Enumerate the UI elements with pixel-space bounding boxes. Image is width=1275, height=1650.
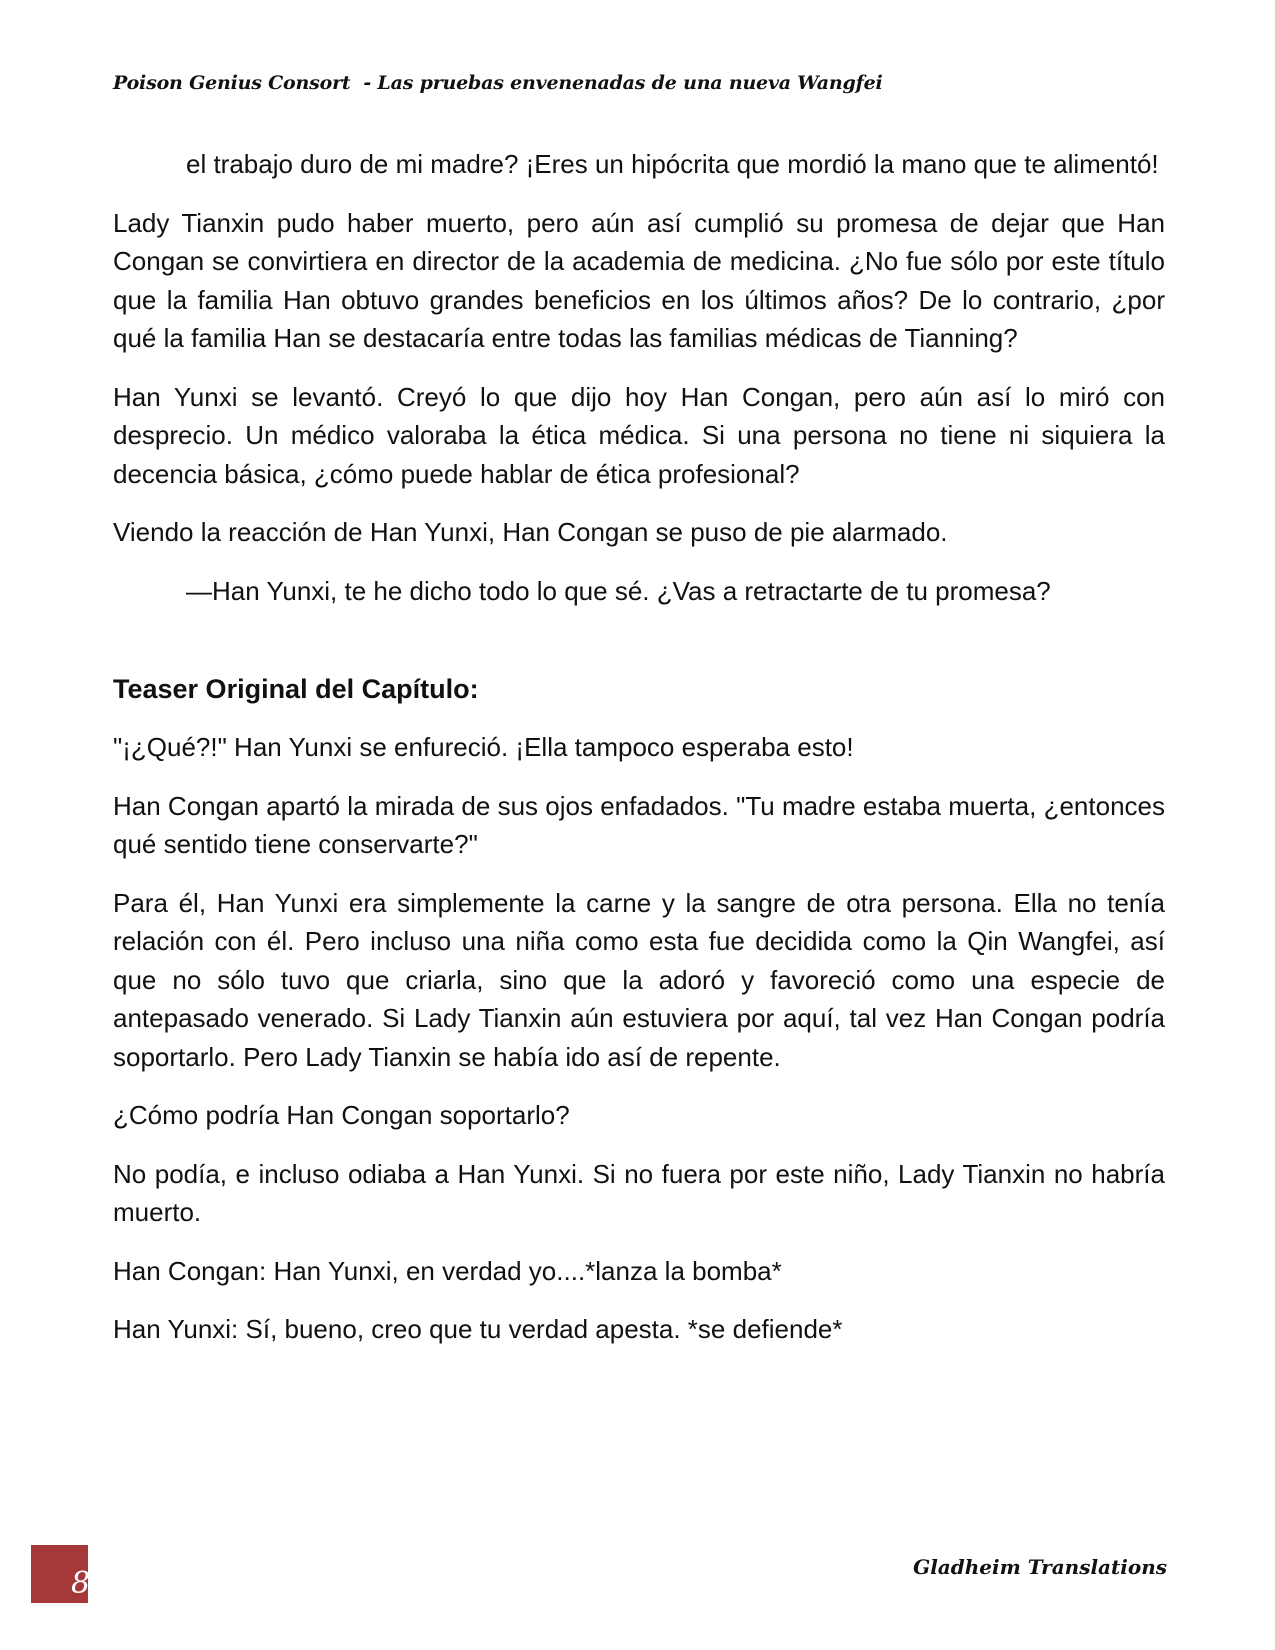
teaser-paragraph: No podía, e incluso odiaba a Han Yunxi. Si no fuera por este niño, Lady Tianxin no habría muerto. <box>113 1158 1165 1227</box>
running-header: Poison Genius Consort - Las pruebas envenenadas de una nueva Wangfei <box>113 72 883 94</box>
dialogue-paragraph: el trabajo duro de mi madre? ¡Eres un hipócrita que mordió la mano que te alimentó! <box>186 149 1159 179</box>
body-paragraph: Han Yunxi se levantó. Creyó lo que dijo hoy Han Congan, pero aún así lo miró con desprecio. Un médico valoraba la ética médica. Si una persona no tiene ni siquiera la decencia básica, ¿cómo puede hablar de ética profesional? <box>113 381 1165 489</box>
body-paragraph: Lady Tianxin pudo haber muerto, pero aún así cumplió su promesa de dejar que Han Congan se convirtiera en director de la academia de medicina. ¿No fue sólo por este título que la familia Han obtuvo grandes beneficios en los últimos años? De lo contrario, ¿por qué la familia Han se destacaría entre todas las familias médicas de Tianning? <box>113 207 1165 353</box>
page-number: 8 <box>71 1566 91 1601</box>
teaser-paragraph: Han Congan: Han Yunxi, en verdad yo....*lanza la bomba* <box>113 1255 782 1286</box>
teaser-paragraph: Han Yunxi: Sí, bueno, creo que tu verdad apesta. *se defiende* <box>113 1314 843 1344</box>
page-body <box>113 145 1165 1369</box>
teaser-paragraph: Para él, Han Yunxi era simplemente la carne y la sangre de otra persona. Ella no tenía relación con él. Pero incluso una niña como esta fue decidida como la Qin Wangfei, así que no sólo tuvo que criarla, sino que la adoró y favoreció como una especie de antepasado venerado. Si Lady Tianxin aún estuviera por aquí, tal vez Han Congan podría soportarlo. Pero Lady Tianxin se había ido así de repente. <box>113 887 1165 1072</box>
teaser-paragraph: Han Congan apartó la mirada de sus ojos enfadados. "Tu madre estaba muerta, ¿entonces qué sentido tiene conservarte?" <box>113 790 1165 859</box>
dialogue-paragraph: —Han Yunxi, te he dicho todo lo que sé. ¿Vas a retractarte de tu promesa? <box>186 575 1051 606</box>
teaser-paragraph: ¿Cómo podría Han Congan soportarlo? <box>113 1100 570 1130</box>
body-paragraph: Viendo la reacción de Han Yunxi, Han Congan se puso de pie alarmado. <box>113 517 948 547</box>
teaser-heading: Teaser Original del Capítulo: <box>113 674 479 704</box>
teaser-paragraph: "¡¿Qué?!" Han Yunxi se enfureció. ¡Ella tampoco esperaba esto! <box>113 732 854 762</box>
footer-credit: Gladheim Translations <box>913 1555 1167 1579</box>
